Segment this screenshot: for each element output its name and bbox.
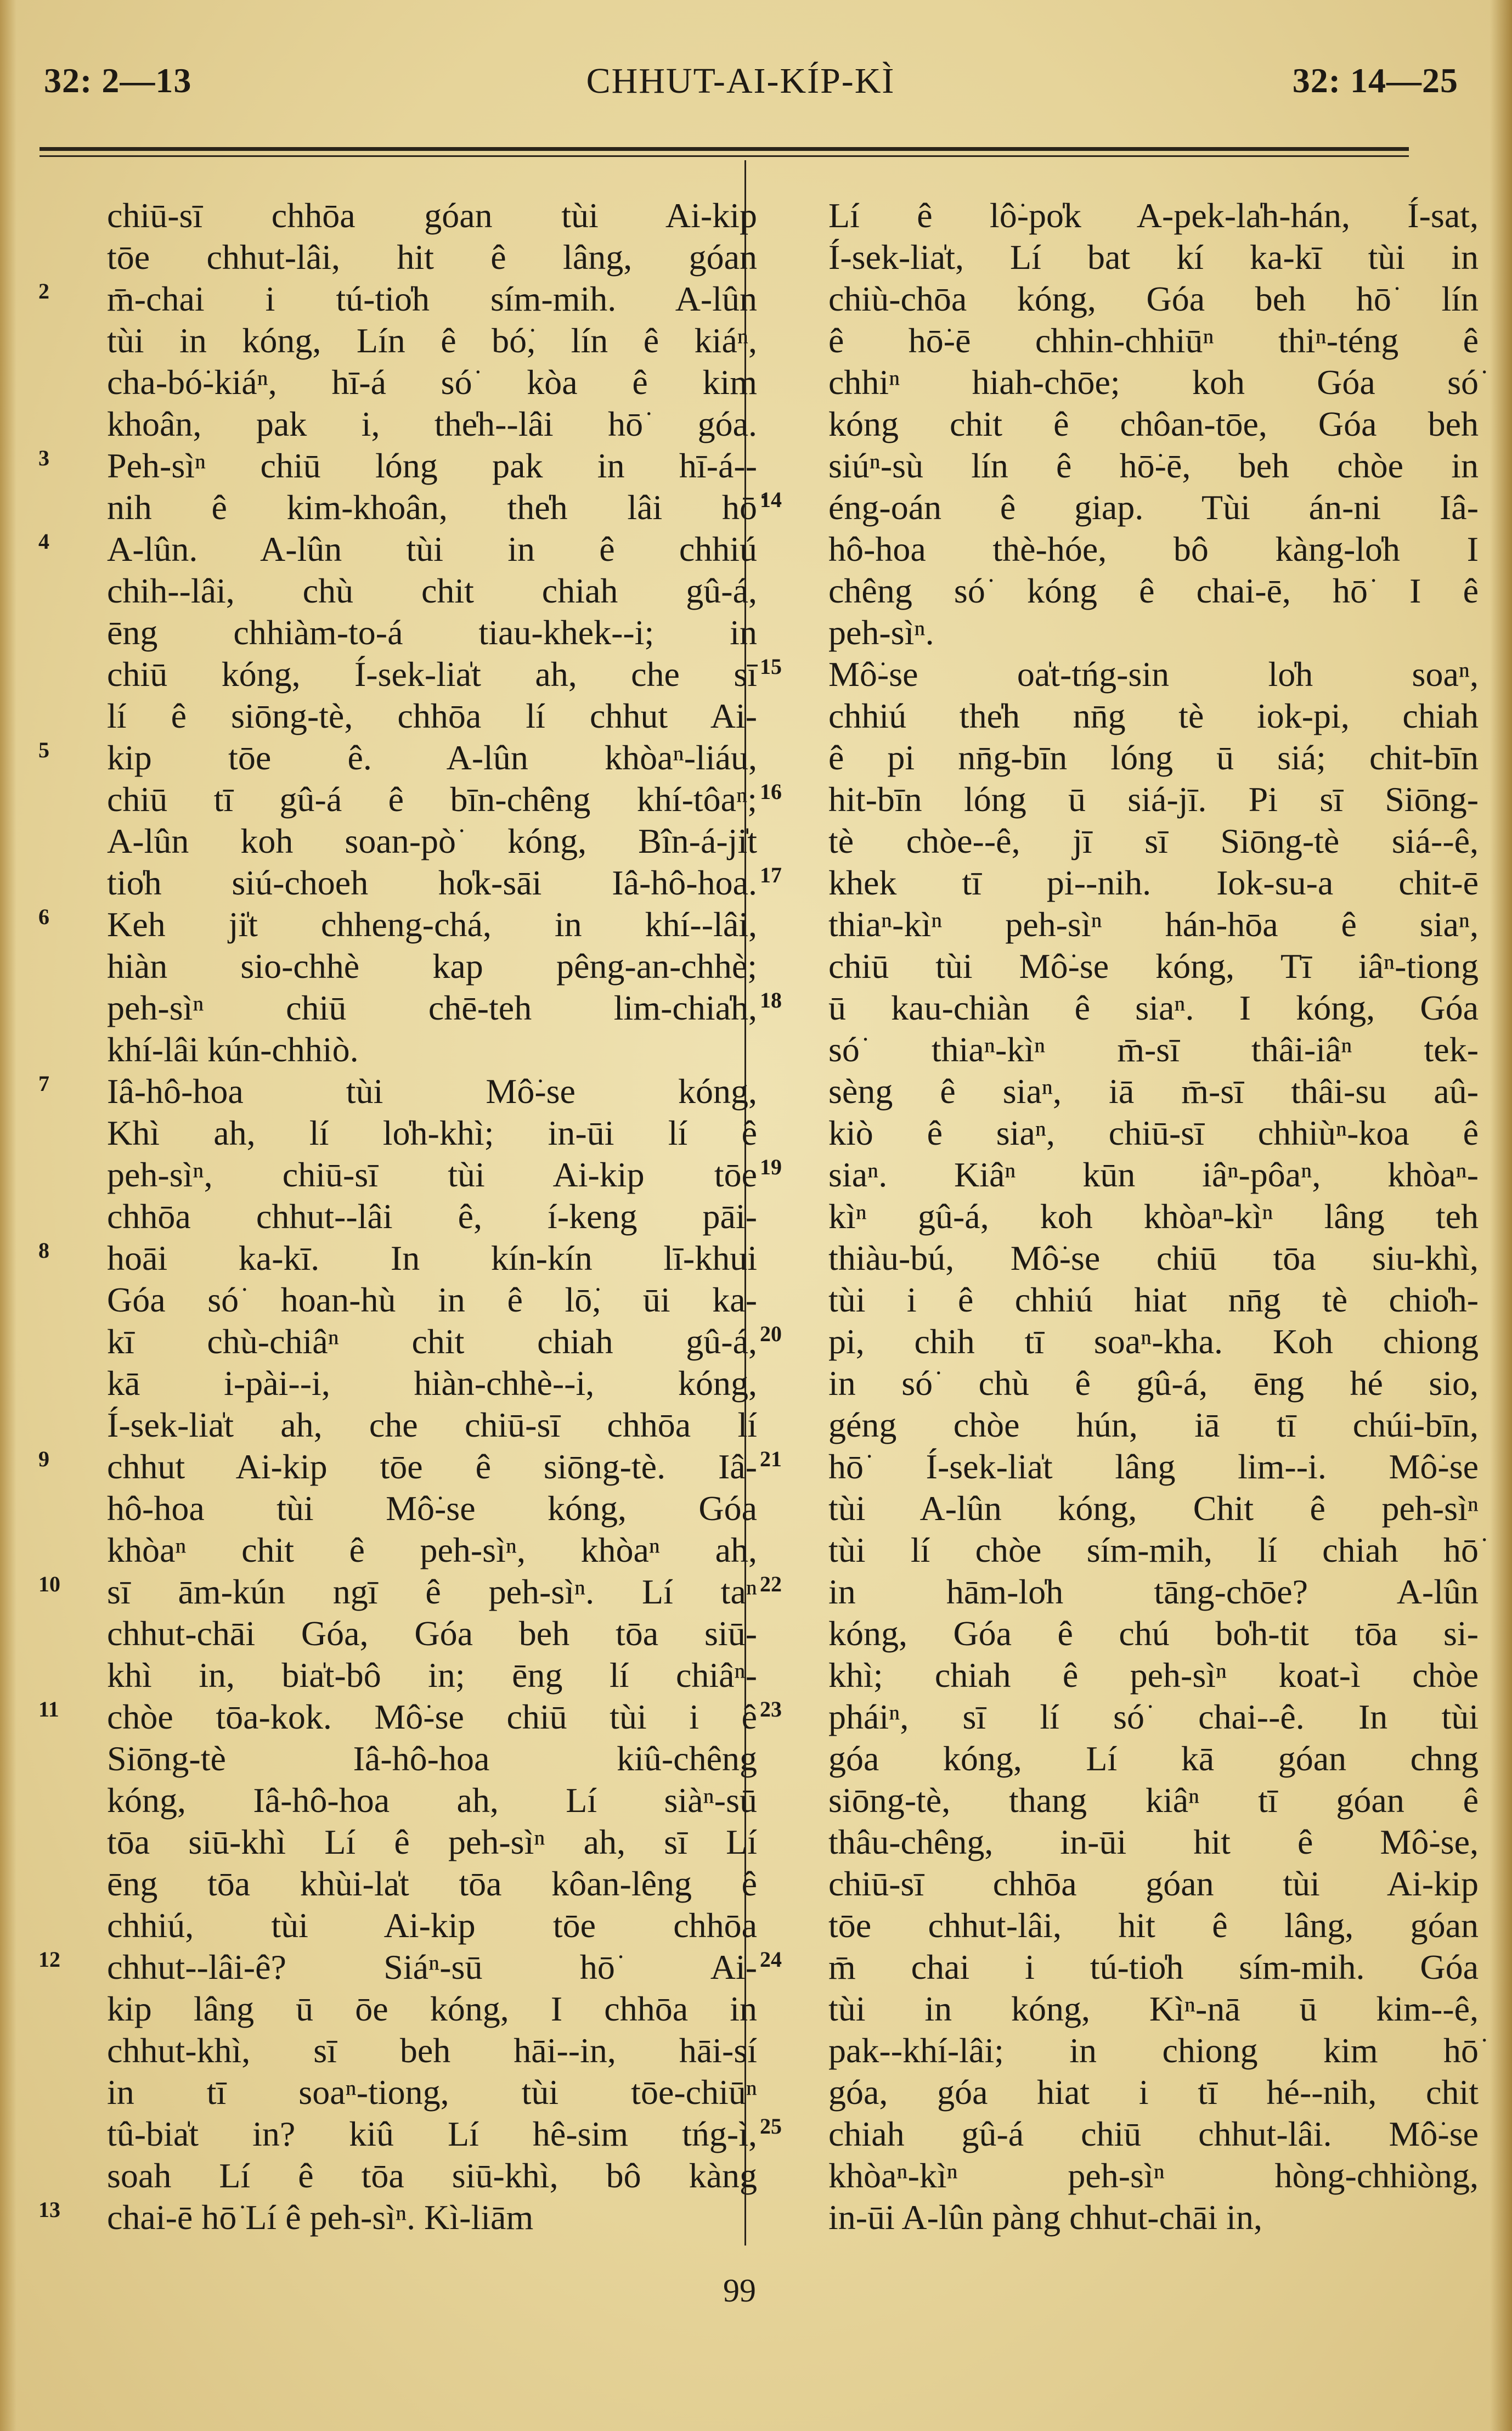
verse-number: 20: [760, 1321, 782, 1346]
text-line: [760, 1529, 1479, 1571]
line-text: peh-sìⁿ chiū chē-teh lim-chia̍h,: [107, 988, 757, 1027]
verse-number: 8: [38, 1238, 49, 1263]
line-text: m̄-chai i tú-tio̍h sím-mih. A-lûn: [107, 279, 757, 318]
text-line: [38, 820, 757, 862]
line-text: m̄ chai i tú-tio̍h sím-mih. Góa: [828, 1948, 1479, 1987]
text-line: [38, 987, 757, 1029]
line-text: kā i-pài--i, hiàn-chhè--i, kóng,: [107, 1364, 757, 1403]
text-line: [760, 320, 1479, 362]
line-text: tio̍h siú-choeh ho̍k-sāi Iâ-hô-hoa.: [107, 863, 757, 902]
line-text: hiàn sio-chhè kap pêng-an-chhè;: [107, 947, 757, 986]
line-text: chiū-sī chhōa góan tùi Ai-kip: [828, 1864, 1479, 1903]
text-line: [38, 1321, 757, 1363]
line-text: pak--khí-lâi; in chiong kim hō͘: [828, 2031, 1479, 2070]
line-text: chai-ē hō͘ Lí ê peh-sìⁿ. Kì-liām: [107, 2198, 534, 2237]
verse-number: 10: [38, 1572, 60, 1596]
line-text: chiù-chōa kóng, Góa beh hō͘ lín: [828, 279, 1479, 318]
line-text: hō͘ Í-sek-lia̍t lâng lim--i. Mô͘-se: [828, 1447, 1479, 1486]
line-text: khòaⁿ-kìⁿ peh-sìⁿ hòng-chhiòng,: [828, 2156, 1479, 2195]
text-line: [760, 237, 1479, 278]
text-line: [760, 1279, 1479, 1321]
text-line: [38, 2113, 757, 2155]
text-line: [38, 1946, 757, 1988]
verse-number: 22: [760, 1572, 782, 1596]
text-line: [760, 1446, 1479, 1488]
text-line: [760, 2197, 1446, 2238]
verse-number: 19: [760, 1155, 782, 1179]
text-line: [38, 695, 757, 737]
text-line: [38, 1237, 757, 1279]
text-line: [38, 445, 757, 487]
text-line: [38, 487, 757, 528]
text-line: [38, 737, 757, 779]
line-text: in só͘ chù ê gû-á, ēng hé sio,: [828, 1364, 1479, 1403]
line-text: Peh-sìⁿ chiū lóng pak in hī-á--: [107, 446, 757, 485]
line-text: chhut-chāi Góa, Góa beh tōa siū-: [107, 1614, 757, 1653]
verse-number: 7: [38, 1071, 49, 1096]
line-text: chiah gû-á chiū chhut-lâi. Mô͘-se: [828, 2114, 1479, 2153]
text-line: [760, 1071, 1479, 1112]
line-text: chiū-sī chhōa góan tùi Ai-kip: [107, 196, 757, 235]
text-line: [38, 904, 757, 946]
text-line: [38, 1071, 757, 1112]
line-text: khí-lâi kún-chhiò.: [107, 1030, 359, 1069]
line-text: chhut Ai-kip tōe ê siōng-tè. Iâ-: [107, 1447, 757, 1486]
text-line: [38, 1112, 757, 1154]
text-line: [760, 1488, 1479, 1529]
text-line: [38, 1279, 757, 1321]
line-text: chhut-khì, sī beh hāi--in, hāi-sí: [107, 2031, 757, 2070]
verse-number: 23: [760, 1697, 782, 1721]
text-line: [760, 612, 1446, 654]
line-text: A-lûn. A-lûn tùi in ê chhiú: [107, 530, 757, 569]
text-line: [38, 1821, 757, 1863]
text-line: [760, 1571, 1479, 1613]
line-text: ū kau-chiàn ê siaⁿ. I kóng, Góa: [828, 988, 1479, 1027]
text-line: [760, 487, 1479, 528]
line-text: Khì ah, lí lo̍h-khì; in-ūi lí ê: [107, 1113, 757, 1152]
text-line: [760, 2113, 1479, 2155]
line-text: éng-oán ê giap. Tùi án-ni Iâ-: [828, 488, 1479, 527]
verse-number: 25: [760, 2114, 782, 2139]
line-text: góa, góa hiat i tī hé--nih, chit: [828, 2073, 1479, 2112]
text-line: [38, 654, 757, 695]
line-text: chih--lâi, chù chit chiah gû-á,: [107, 571, 757, 610]
verse-number: 2: [38, 279, 49, 303]
verse-number: 18: [760, 988, 782, 1012]
line-text: kiò ê siaⁿ, chiū-sī chhiùⁿ-koa ê: [828, 1113, 1479, 1152]
text-line: [760, 1154, 1479, 1196]
verse-number: 12: [38, 1947, 60, 1972]
line-text: Siōng-tè Iâ-hô-hoa kiû-chêng: [107, 1739, 757, 1778]
line-text: géng chòe hún, iā tī chúi-bīn,: [828, 1405, 1479, 1444]
line-text: hô-hoa thè-hóe, bô kàng-lo̍h I: [828, 530, 1479, 569]
text-line: [38, 362, 757, 403]
line-text: só͘ thiaⁿ-kìⁿ m̄-sī thâi-iâⁿ tek-: [828, 1030, 1479, 1069]
text-line: [760, 820, 1479, 862]
line-text: khòaⁿ chit ê peh-sìⁿ, khòaⁿ ah,: [107, 1530, 757, 1569]
line-text: chhōa chhut--lâi ê, í-keng pāi-: [107, 1197, 757, 1236]
line-text: Góa só͘ hoan-hù in ê lō͘, ūi ka-: [107, 1280, 757, 1319]
right-text-column: [760, 195, 1479, 2238]
text-line: [38, 1780, 757, 1821]
text-line: [760, 1946, 1479, 1988]
text-line: [760, 904, 1479, 946]
text-line: [38, 1696, 757, 1738]
text-line: [760, 2155, 1479, 2197]
line-text: peh-sìⁿ.: [828, 613, 934, 652]
line-text: tùi i ê chhiú hiat nn̄g tè chio̍h-: [828, 1280, 1479, 1319]
verse-number: 11: [38, 1697, 59, 1721]
line-text: pi, chih tī soaⁿ-kha. Koh chiong: [828, 1322, 1479, 1361]
text-line: [38, 946, 757, 987]
line-text: tû-bia̍t in? kiû Lí hê-sim tńg-ì,: [107, 2114, 757, 2153]
text-line: [760, 2030, 1479, 2072]
line-text: sī ām-kún ngī ê peh-sìⁿ. Lí taⁿ: [107, 1572, 757, 1611]
verse-number: 6: [38, 904, 49, 929]
verse-number: 5: [38, 738, 49, 762]
verse-number: 3: [38, 446, 49, 470]
text-line: [760, 570, 1479, 612]
line-text: siaⁿ. Kiâⁿ kūn iâⁿ-pôaⁿ, khòaⁿ-: [828, 1155, 1479, 1194]
text-line: [760, 1780, 1479, 1821]
line-text: ê hō͘-ē chhin-chhiūⁿ thiⁿ-téng ê: [828, 321, 1479, 360]
text-line: [760, 445, 1479, 487]
line-text: in tī soaⁿ-tiong, tùi tōe-chiūⁿ: [107, 2073, 757, 2112]
text-line: [38, 1488, 757, 1529]
text-line: [38, 1154, 757, 1196]
page-edge-shadow-left: [0, 0, 16, 2431]
verse-number: 21: [760, 1447, 782, 1471]
line-text: hoāi ka-kī. In kín-kín lī-khui: [107, 1239, 757, 1278]
line-text: pháiⁿ, sī lí só͘ chai--ê. In tùi: [828, 1697, 1479, 1736]
line-text: lí ê siōng-tè, chhōa lí chhut Ai-: [107, 696, 757, 735]
text-line: [38, 1738, 757, 1780]
text-line: [760, 779, 1479, 820]
header-rule-thin: [40, 155, 1409, 157]
text-line: [760, 1988, 1479, 2030]
text-line: [38, 570, 757, 612]
line-text: khì; chiah ê peh-sìⁿ koat-ì chòe: [828, 1656, 1479, 1695]
text-line: [760, 737, 1479, 779]
text-line: [760, 528, 1479, 570]
text-line: [38, 1529, 757, 1571]
line-text: chhiú the̍h nn̄g tè iok-pi, chiah: [828, 696, 1479, 735]
line-text: chòe tōa-kok. Mô͘-se chiū tùi i ê: [107, 1697, 757, 1736]
line-text: tùi in kóng, Lín ê bó͘, lín ê kiáⁿ,: [107, 321, 757, 360]
line-text: tōe chhut-lâi, hit ê lâng, góan: [828, 1906, 1479, 1945]
text-line: [38, 779, 757, 820]
text-line: [760, 654, 1479, 695]
verse-number: 9: [38, 1447, 49, 1471]
text-line: [38, 2155, 757, 2197]
text-line: [38, 195, 757, 237]
line-text: tùi lí chòe sím-mih, lí chiah hō͘: [828, 1530, 1479, 1569]
line-text: Í-sek-lia̍t ah, che chiū-sī chhōa lí: [107, 1405, 757, 1444]
text-line: [38, 1613, 757, 1655]
text-line: [760, 1905, 1479, 1946]
text-line: [760, 1029, 1479, 1071]
line-text: hô-hoa tùi Mô͘-se kóng, Góa: [107, 1489, 757, 1528]
verse-number: 24: [760, 1947, 782, 1972]
text-line: [38, 1655, 757, 1696]
line-text: in hām-lo̍h tāng-chōe? A-lûn: [828, 1572, 1479, 1611]
line-text: chiū tī gû-á ê bīn-chêng khí-tôaⁿ;: [107, 780, 757, 819]
line-text: kóng chit ê chôan-tōe, Góa beh: [828, 404, 1479, 443]
text-line: [38, 2072, 757, 2113]
line-text: A-lûn koh soan-pò͘ kóng, Bîn-á-ji̍t: [107, 821, 757, 860]
line-text: tōe chhut-lâi, hit ê lâng, góan: [107, 238, 757, 277]
line-text: chêng só͘ kóng ê chai-ē, hō͘ I ê: [828, 571, 1479, 610]
text-line: [760, 946, 1479, 987]
line-text: tùi in kóng, Kìⁿ-nā ū kim--ê,: [828, 1989, 1479, 2028]
line-text: soah Lí ê tōa siū-khì, bô kàng: [107, 2156, 757, 2195]
line-text: siōng-tè, thang kiâⁿ tī góan ê: [828, 1781, 1479, 1820]
page-number: 99: [723, 2272, 756, 2309]
text-line: [760, 2072, 1479, 2113]
verse-number: 16: [760, 779, 782, 804]
line-text: in-ūi A-lûn pàng chhut-chāi in,: [828, 2198, 1262, 2237]
line-text: sèng ê siaⁿ, iā m̄-sī thâi-su aû-: [828, 1072, 1479, 1111]
text-line: [38, 1404, 757, 1446]
text-line: [760, 695, 1479, 737]
text-line: [760, 1863, 1479, 1905]
text-line: [38, 2197, 724, 2238]
text-line: [760, 1655, 1479, 1696]
text-line: [38, 237, 757, 278]
line-text: chhiú, tùi Ai-kip tōe chhōa: [107, 1906, 757, 1945]
line-text: ēng tōa khùi-la̍t tōa kôan-lêng ê: [107, 1864, 757, 1903]
line-text: kip lâng ū ōe kóng, I chhōa in: [107, 1989, 757, 2028]
text-line: [760, 362, 1479, 403]
line-text: tōa siū-khì Lí ê peh-sìⁿ ah, sī Lí: [107, 1822, 757, 1861]
line-text: ēng chhiàm-to-á tiau-khek--i; in: [107, 613, 757, 652]
line-text: kóng, Góa ê chú bo̍h-tit tōa si-: [828, 1614, 1479, 1653]
text-line: [760, 278, 1479, 320]
line-text: Lí ê lô͘-po̍k A-pek-la̍h-hán, Í-sat,: [828, 196, 1479, 235]
header-right-reference: 32: 14—25: [1292, 61, 1458, 100]
line-text: thiàu-bú, Mô͘-se chiū tōa siu-khì,: [828, 1239, 1479, 1278]
line-text: góa kóng, Lí kā góan chng: [828, 1739, 1479, 1778]
book-title: CHHUT-AI-KÍP-KÌ: [586, 61, 895, 101]
verse-number: 17: [760, 863, 782, 887]
text-line: [760, 1696, 1479, 1738]
text-line: [38, 1988, 757, 2030]
line-text: chiū kóng, Í-sek-lia̍t ah, che sī: [107, 655, 757, 694]
text-line: [38, 1571, 757, 1613]
line-text: Mô͘-se oa̍t-tńg-sin lo̍h soaⁿ,: [828, 655, 1479, 694]
text-line: [760, 1196, 1479, 1237]
text-line: [760, 1738, 1479, 1780]
line-text: tùi A-lûn kóng, Chit ê peh-sìⁿ: [828, 1489, 1479, 1528]
text-line: [38, 528, 757, 570]
text-line: [760, 195, 1479, 237]
text-line: [38, 1863, 757, 1905]
text-line: [38, 2030, 757, 2072]
verse-number: 15: [760, 654, 782, 679]
text-line: [38, 320, 757, 362]
page-edge-shadow-right: [1490, 0, 1512, 2431]
line-text: kip tōe ê. A-lûn khòaⁿ-liáu,: [107, 738, 757, 777]
line-text: tè chòe--ê, jī sī Siōng-tè siá--ê,: [828, 821, 1479, 860]
line-text: Keh ji̍t chheng-chá, in khí--lâi,: [107, 905, 757, 944]
line-text: kìⁿ gû-á, koh khòaⁿ-kìⁿ lâng teh: [828, 1197, 1479, 1236]
line-text: chhiⁿ hiah-chōe; koh Góa só͘: [828, 363, 1479, 402]
header-rule-thick: [40, 147, 1409, 151]
text-line: [38, 1196, 757, 1237]
line-text: khì in, bia̍t-bô in; ēng lí chiâⁿ-: [107, 1656, 757, 1695]
text-line: [38, 612, 757, 654]
text-line: [760, 1404, 1479, 1446]
left-text-column: [38, 195, 757, 2238]
text-line: [760, 1363, 1479, 1404]
line-text: Í-sek-lia̍t, Lí bat kí ka-kī tùi in: [828, 238, 1479, 277]
line-text: ê pi nn̄g-bīn lóng ū siá; chit-bīn: [828, 738, 1479, 777]
text-line: [38, 403, 757, 445]
line-text: cha-bó͘-kiáⁿ, hī-á só͘ kòa ê kim: [107, 363, 757, 402]
text-line: [760, 987, 1479, 1029]
line-text: hit-bīn lóng ū siá-jī. Pi sī Siōng-: [828, 780, 1479, 819]
text-line: [38, 1029, 724, 1071]
line-text: kóng, Iâ-hô-hoa ah, Lí siàⁿ-sū: [107, 1781, 757, 1820]
text-line: [38, 278, 757, 320]
text-line: [760, 862, 1479, 904]
text-line: [760, 1321, 1479, 1363]
line-text: nih ê kim-khoân, the̍h lâi hō͘: [107, 488, 757, 527]
text-line: [38, 1446, 757, 1488]
verse-number: 14: [760, 487, 782, 512]
line-text: chiū tùi Mô͘-se kóng, Tī iâⁿ-tiong: [828, 947, 1479, 986]
line-text: khoân, pak i, the̍h--lâi hō͘ góa.: [107, 404, 757, 443]
line-text: peh-sìⁿ, chiū-sī tùi Ai-kip tōe: [107, 1155, 757, 1194]
line-text: siúⁿ-sù lín ê hō͘-ē, beh chòe in: [828, 446, 1479, 485]
text-line: [38, 1363, 757, 1404]
verse-number: 13: [38, 2197, 60, 2222]
text-line: [760, 1821, 1479, 1863]
text-line: [760, 1237, 1479, 1279]
line-text: kī chù-chiâⁿ chit chiah gû-á,: [107, 1322, 757, 1361]
header-left-reference: 32: 2—13: [44, 61, 192, 100]
text-line: [38, 1905, 757, 1946]
line-text: thiaⁿ-kìⁿ peh-sìⁿ hán-hōa ê siaⁿ,: [828, 905, 1479, 944]
text-line: [760, 1112, 1479, 1154]
line-text: chhut--lâi-ê? Siáⁿ-sū hō͘ Ai-: [107, 1948, 757, 1987]
text-line: [760, 403, 1479, 445]
verse-number: 4: [38, 529, 49, 554]
line-text: Iâ-hô-hoa tùi Mô͘-se kóng,: [107, 1072, 757, 1111]
line-text: khek tī pi--nih. Iok-su-a chit-ē: [828, 863, 1479, 902]
text-line: [760, 1613, 1479, 1655]
text-line: [38, 862, 757, 904]
line-text: thâu-chêng, in-ūi hit ê Mô͘-se,: [828, 1822, 1479, 1861]
